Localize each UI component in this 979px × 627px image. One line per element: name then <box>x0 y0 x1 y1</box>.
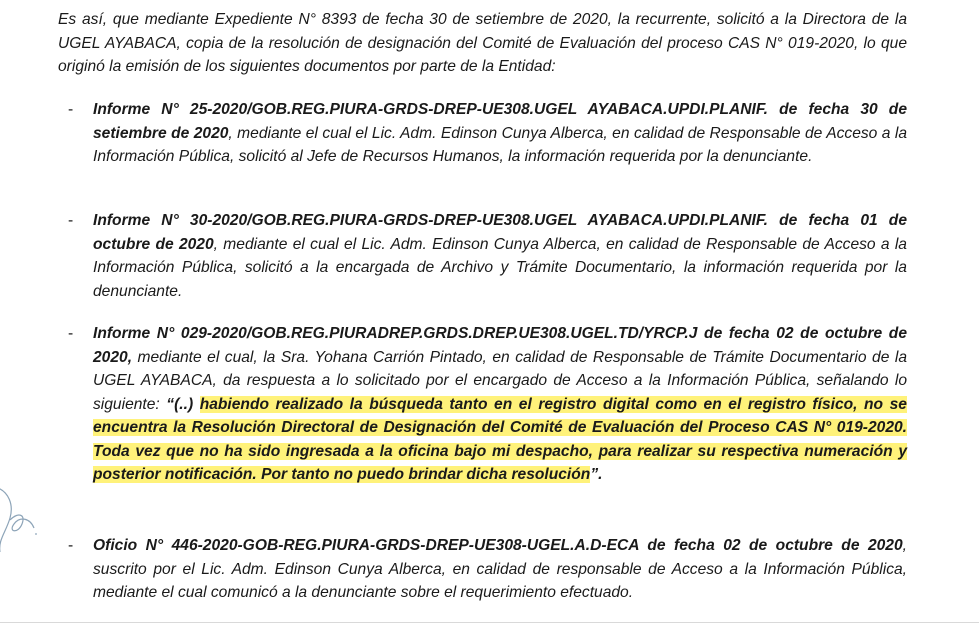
list-dash: - <box>68 101 74 118</box>
item-description: , mediante el cual el Lic. Adm. Edinson Cunya Alberca, en calidad de Responsable de Acceso a la Información Pública, solicitó a la encargada de Archivo y Trámite Documentario, la información requerida por la denunciante. <box>93 235 907 300</box>
document-reference: Informe N° 029-2020/GOB.REG.PIURADREP.GRDS.DREP.UE308.UGEL.TD/YRCP.J de fecha 02 de octubre de 2020, <box>93 325 907 366</box>
highlighted-quote: habiendo realizado la búsqueda tanto en el registro digital como en el registro físico, no se encuentra la Resolución Directoral de Designación del Comité de Evaluación del Proceso CAS N° 019-2020. Toda vez que no ha sido ingresada a la oficina bajo mi despacho, para realizar su respectiva numeración y posterior notificación. Por tanto no puedo brindar dicha resolución <box>93 395 907 483</box>
list-item-informe-029 <box>68 322 918 487</box>
item-description: , suscrito por el Lic. Adm. Edinson Cunya Alberca, en calidad de responsable de Acceso a la Información Pública, mediante el cual comunicó a la denunciante sobre el requerimiento efectuado. <box>93 537 907 601</box>
item-description: mediante el cual, la Sra. Yohana Carrión Pintado, en calidad de Responsable de Trámite Documentario de la UGEL AYABACA, da respuesta a lo solicitado por el encargado de Acceso a la Información Pública, señalando lo siguiente: <box>93 348 907 413</box>
item-description: , mediante el cual el Lic. Adm. Edinson Cunya Alberca, en calidad de Responsable de Acceso a la Información Pública, solicitó al Jefe de Recursos Humanos, la información requerida por la denunciante. <box>93 124 907 165</box>
document-reference: Oficio N° 446-2020-GOB-REG.PIURA-GRDS-DREP-UE308-UGEL.A.D-ECA de fecha 02 de octubre de 2020 <box>93 537 903 554</box>
intro-paragraph: Es así, que mediante Expediente N° 8393 de fecha 30 de setiembre de 2020, la recurrente, solicitó a la Directora de la UGEL AYABACA, copia de la resolución de designación del Comité de Evaluación del proceso CAS N° 019-2020, lo que originó la emisión de los siguientes documentos por parte de la Entidad: <box>58 11 907 75</box>
list-dash: - <box>68 537 74 554</box>
list-item-oficio-446 <box>68 534 918 605</box>
document-reference: Informe N° 30-2020/GOB.REG.PIURA-GRDS-DREP-UE308.UGEL AYABACA.UPDI.PLANIF. de fecha 01 de octubre de 2020 <box>93 212 907 253</box>
list-item-informe-25 <box>68 98 918 169</box>
page-bottom-rule <box>0 622 979 623</box>
list-dash: - <box>68 212 74 229</box>
signature-icon <box>0 466 46 566</box>
quote-open: “(..) <box>166 395 200 413</box>
document-reference: Informe N° 25-2020/GOB.REG.PIURA-GRDS-DREP-UE308.UGEL AYABACA.UPDI.PLANIF. de fecha 30 de setiembre de 2020 <box>93 101 907 142</box>
list-dash: - <box>68 325 74 342</box>
list-item-informe-30 <box>68 209 918 303</box>
quote-close: ”. <box>590 466 603 483</box>
